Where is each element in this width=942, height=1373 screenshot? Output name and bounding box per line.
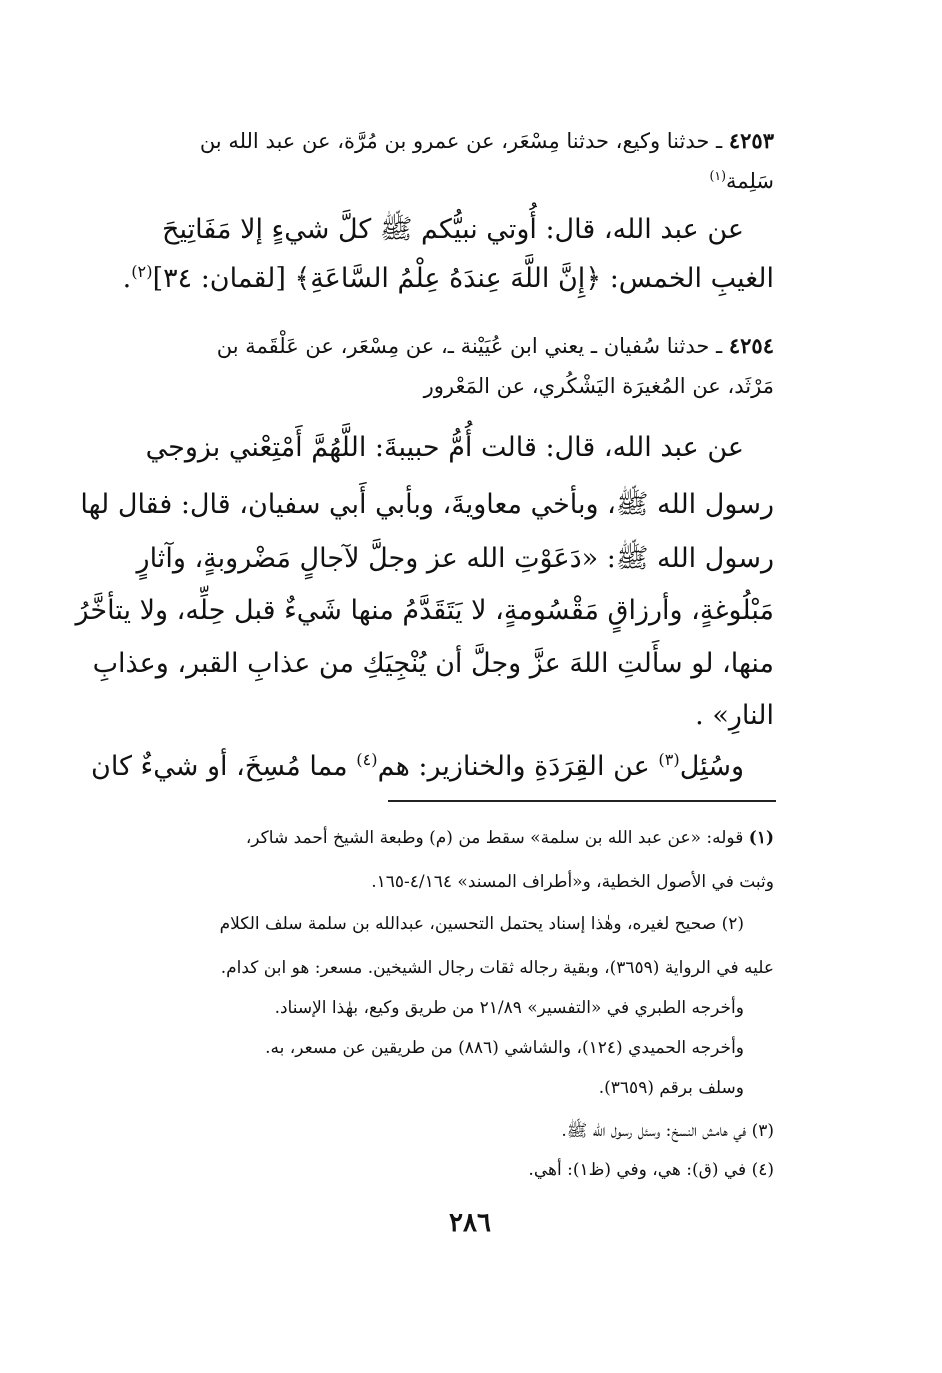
footnote-2-line-3: وأخرجه الطبري في «التفسير» ٢١/٨٩ من طريق وكيع، بهٰذا الإسناد. [274,998,744,1018]
footnote-2-line-2: عليه في الرواية (٣٦٥٩)، وبقية رجاله ثقات رجال الشيخين. مسعر: هو ابن كدام. [220,958,774,978]
footnote-ref: (٤) [356,750,378,769]
hadith-4254-matn-line-3: رسول الله ﷺ: «دَعَوْتِ الله عز وجلَّ لآجالٍ مَضْروبةٍ، وآثارٍ [136,543,774,574]
hadith-4253-matn-line-1: عن عبد الله، قال: أُوتي نبيُّكم ﷺ كلَّ شيءٍ إلا مَفَاتِيحَ [162,214,744,245]
hadith-4254-matn-line-4: مَبْلُوغةٍ، وأرزاقٍ مَقْسُومةٍ، لا يَتَقَدَّمُ منها شَيءٌ قبل حِلِّه، ولا يتأخَّرُ [75,595,774,626]
footnote-1-line-2: وثبت في الأصول الخطية، و«أطراف المسند» ٤/١٦٤-١٦٥. [371,872,774,892]
footnote-2-line-1: (٢) صحيح لغيره، وهٰذا إسناد يحتمل التحسين، عبدالله بن سلمة سلف الكلام [219,914,744,934]
isnad-text: سَلِمة [726,169,774,193]
hadith-4254-isnad-line-2: مَرْثَد، عن المُغيرَة اليَشْكُري، عن المَعْرور [423,374,774,398]
isnad-text: ـ حدثنا سُفيان ـ يعني ابن عُيَيْنة ـ، عن مِسْعَر، عن عَلْقَمة بن [216,334,723,358]
hadith-4254-matn-line-6: النارِ» . [695,700,774,731]
footnote-ref: (١) [709,168,727,183]
footnote-4: (٤) في (ق): هي، وفي (ظ١): أهي. [528,1160,774,1180]
hadith-4253-isnad-line-1 [200,128,774,153]
footnote-separator [388,800,776,802]
isnad-text: ـ حدثنا وكيع، حدثنا مِسْعَر، عن عمرو بن مُرَّة، عن عبد الله بن [199,129,723,153]
matn-text: الغيبِ الخمس: ﴿إِنَّ اللَّهَ عِندَهُ عِلْمُ السَّاعَةِ﴾ [لقمان: ٣٤] [152,263,774,294]
matn-text: مما مُسِخَ، أو شيءٌ كان [91,751,357,782]
footnote-2-line-5: وسلف برقم (٣٦٥٩). [598,1078,744,1098]
hadith-4254-matn-line-7 [91,750,744,782]
footnote-2-line-4: وأخرجه الحميدي (١٢٤)، والشاشي (٨٨٦) من طريقين عن مسعر، به. [265,1038,744,1058]
matn-end: . [122,263,132,294]
hadith-4254-matn-line-5: منها، لو سأَلتِ اللهَ عزَّ وجلَّ أن يُنْجِيَكِ من عذابِ القبر، وعذابِ [92,648,774,679]
hadith-number: ٤٢٥٣ [728,128,774,153]
hadith-4254-matn-line-2: رسول الله ﷺ، وبأخي معاويةَ، وبأبي أَبي سفيان، قال: فقال لها [80,489,774,520]
hadith-4253-isnad-line-2 [709,168,774,193]
matn-text: عن القِرَدَةِ والخنازير: هم [377,751,659,782]
footnote-3: (٣) في هامش النسخ: وسئل رسول الله ﷺ. [561,1121,774,1141]
hadith-4253-matn-line-2 [123,262,774,294]
footnote-1-line-1 [246,828,774,848]
footnote-number: (١) [748,828,774,848]
footnote-text: قوله: «عن عبد الله بن سلمة» سقط من (م) وطبعة الشيخ أحمد شاكر، [245,828,744,848]
hadith-4254-isnad-line-1 [217,333,774,358]
page-number: ٢٨٦ [449,1208,491,1238]
hadith-number: ٤٢٥٤ [728,333,774,358]
matn-text: وسُئِل [679,751,744,782]
footnote-ref: (٢) [131,262,153,281]
footnote-ref: (٣) [658,750,680,769]
hadith-4254-matn-line-1: عن عبد الله، قال: قالت أُمُّ حبيبةَ: اللَّهُمَّ أَمْتِعْني بزوجي [145,432,744,463]
